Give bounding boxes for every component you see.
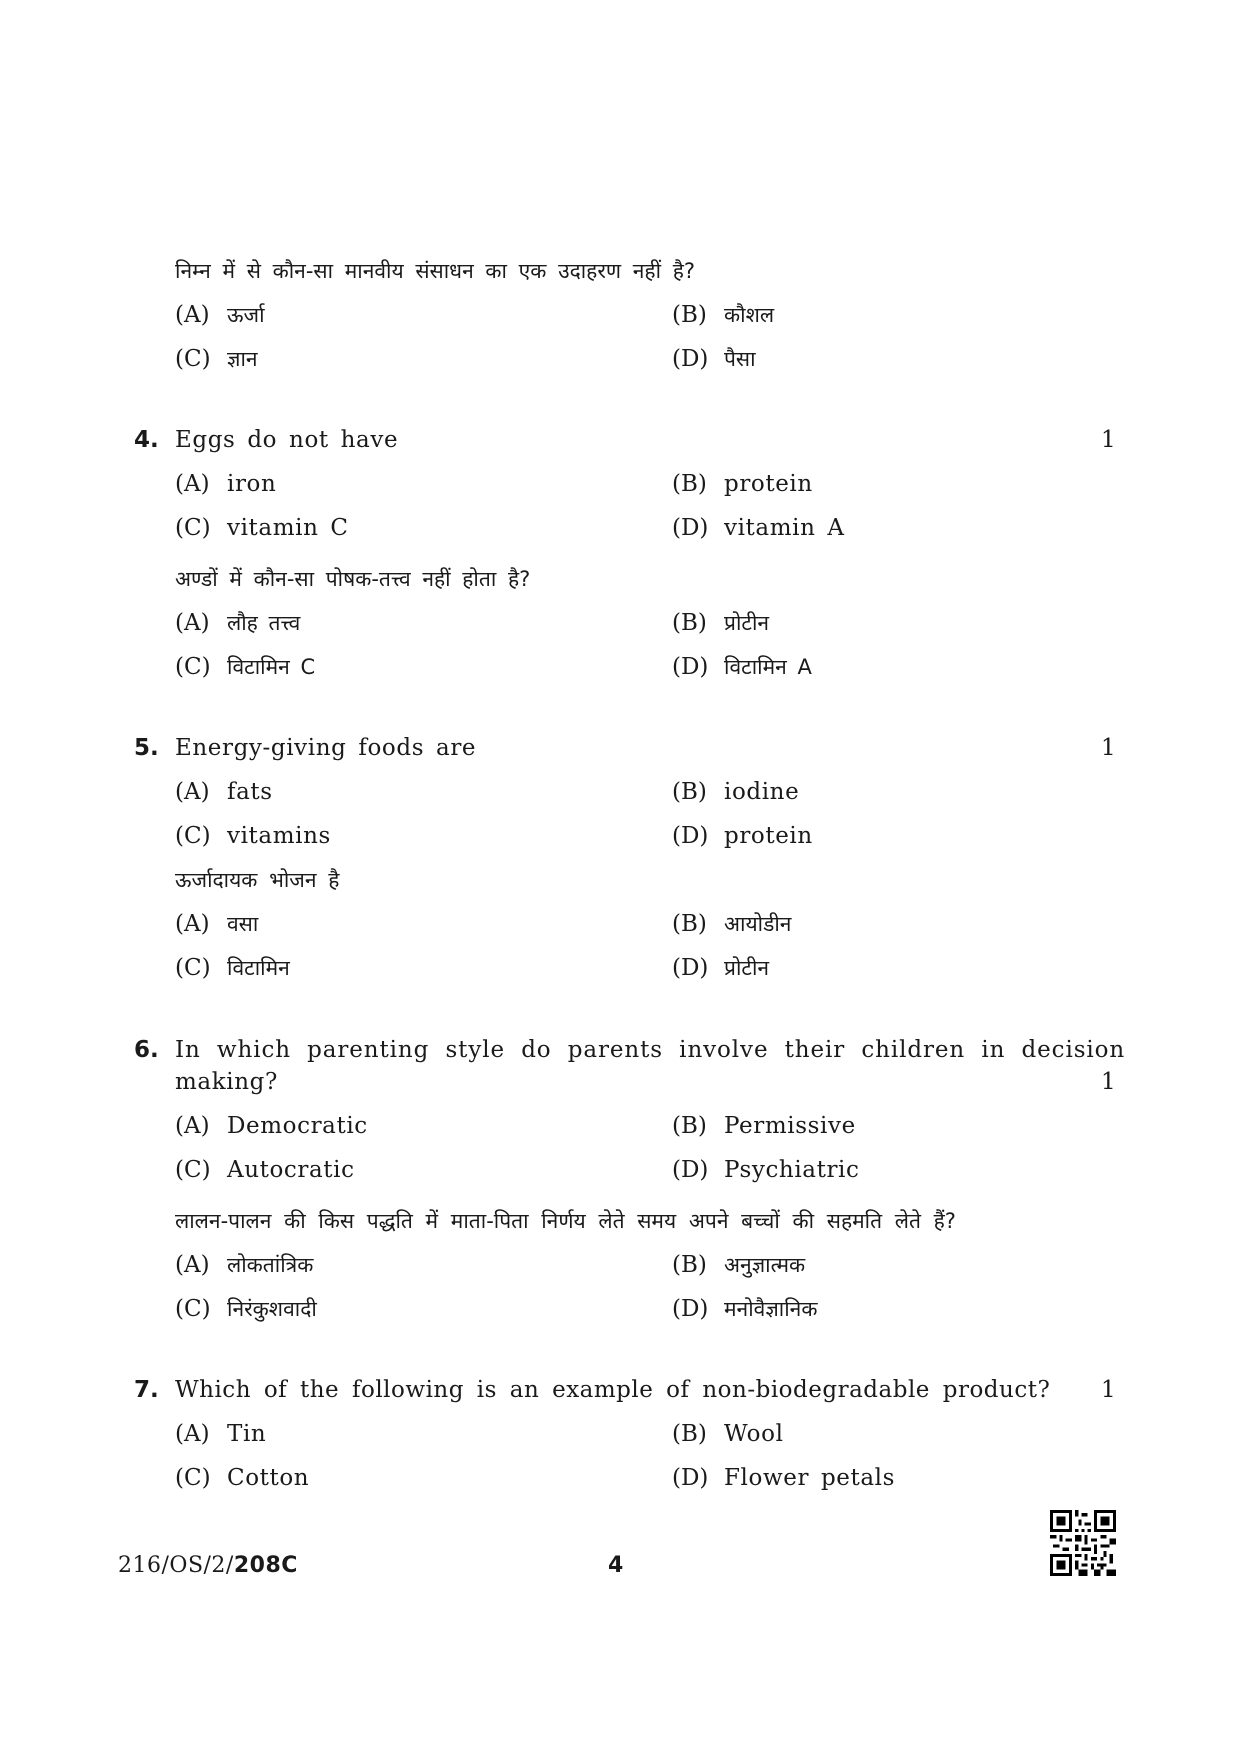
- q7-option-b: (B) Wool: [672, 1421, 784, 1447]
- q5-hindi-option-d: (D) प्रोटीन: [672, 955, 770, 981]
- q5-option-d: (D) protein: [672, 823, 813, 849]
- q6-hindi-option-c: (C) निरंकुशवादी: [175, 1296, 317, 1322]
- q7-option-d: (D) Flower petals: [672, 1465, 896, 1491]
- q6-option-d: (D) Psychiatric: [672, 1157, 860, 1183]
- q4-option-b: (B) protein: [672, 471, 813, 497]
- q5-marks: 1: [1101, 735, 1116, 761]
- q4-hindi-option-a: (A) लौह तत्त्व: [175, 610, 301, 636]
- q5-hindi-question: ऊर्जादायक भोजन है: [175, 868, 340, 892]
- q4-option-c: (C) vitamin C: [175, 515, 349, 541]
- q7-question: Which of the following is an example of non-biodegradable product?: [175, 1377, 1051, 1403]
- q4-hindi-option-d: (D) विटामिन A: [672, 654, 812, 680]
- q5-option-c: (C) vitamins: [175, 823, 331, 849]
- page-number: 4: [608, 1553, 624, 1578]
- q5-question: Energy-giving foods are: [175, 735, 477, 761]
- q5-hindi-option-b: (B) आयोडीन: [672, 911, 792, 937]
- q6-question-line1: In which parenting style do parents involve their children in decision: [175, 1037, 1126, 1063]
- q7-option-a: (A) Tin: [175, 1421, 267, 1447]
- q5-number: 5.: [134, 735, 159, 761]
- q4-number: 4.: [134, 427, 159, 453]
- q7-option-c: (C) Cotton: [175, 1465, 310, 1491]
- q5-hindi-option-c: (C) विटामिन: [175, 955, 290, 981]
- qr-code-icon: [1050, 1510, 1116, 1576]
- q3-hindi-option-b: (B) कौशल: [672, 302, 775, 328]
- q4-question: Eggs do not have: [175, 427, 399, 453]
- q6-hindi-option-a: (A) लोकतांत्रिक: [175, 1252, 314, 1278]
- q3-hindi-option-c: (C) ज्ञान: [175, 346, 258, 372]
- q7-marks: 1: [1101, 1377, 1116, 1403]
- q4-hindi-option-b: (B) प्रोटीन: [672, 610, 770, 636]
- q7-number: 7.: [134, 1377, 159, 1403]
- q6-number: 6.: [134, 1037, 159, 1063]
- q6-hindi-option-d: (D) मनोवैज्ञानिक: [672, 1296, 818, 1322]
- q6-option-a: (A) Democratic: [175, 1113, 368, 1139]
- q5-hindi-option-a: (A) वसा: [175, 911, 259, 937]
- q5-option-a: (A) fats: [175, 779, 273, 805]
- paper-code: 216/OS/2/208C: [118, 1553, 298, 1578]
- q4-option-d: (D) vitamin A: [672, 515, 845, 541]
- q6-option-b: (B) Permissive: [672, 1113, 856, 1139]
- q4-option-a: (A) iron: [175, 471, 277, 497]
- q6-option-c: (C) Autocratic: [175, 1157, 355, 1183]
- q4-hindi-question: अण्डों में कौन-सा पोषक-तत्त्व नहीं होता है?: [175, 567, 531, 591]
- q4-marks: 1: [1101, 427, 1116, 453]
- q6-question-line2: making?: [175, 1069, 278, 1095]
- q6-marks: 1: [1101, 1069, 1116, 1095]
- q6-hindi-option-b: (B) अनुज्ञात्मक: [672, 1252, 806, 1278]
- q6-hindi-question: लालन-पालन की किस पद्धति में माता-पिता निर्णय लेते समय अपने बच्चों की सहमति लेते हैं?: [175, 1209, 956, 1233]
- q3-hindi-option-a: (A) ऊर्जा: [175, 302, 265, 328]
- q4-hindi-option-c: (C) विटामिन C: [175, 654, 316, 680]
- q3-hindi-option-d: (D) पैसा: [672, 346, 756, 372]
- q3-hindi-question: निम्न में से कौन-सा मानवीय संसाधन का एक उदाहरण नहीं है?: [175, 259, 695, 283]
- q5-option-b: (B) iodine: [672, 779, 800, 805]
